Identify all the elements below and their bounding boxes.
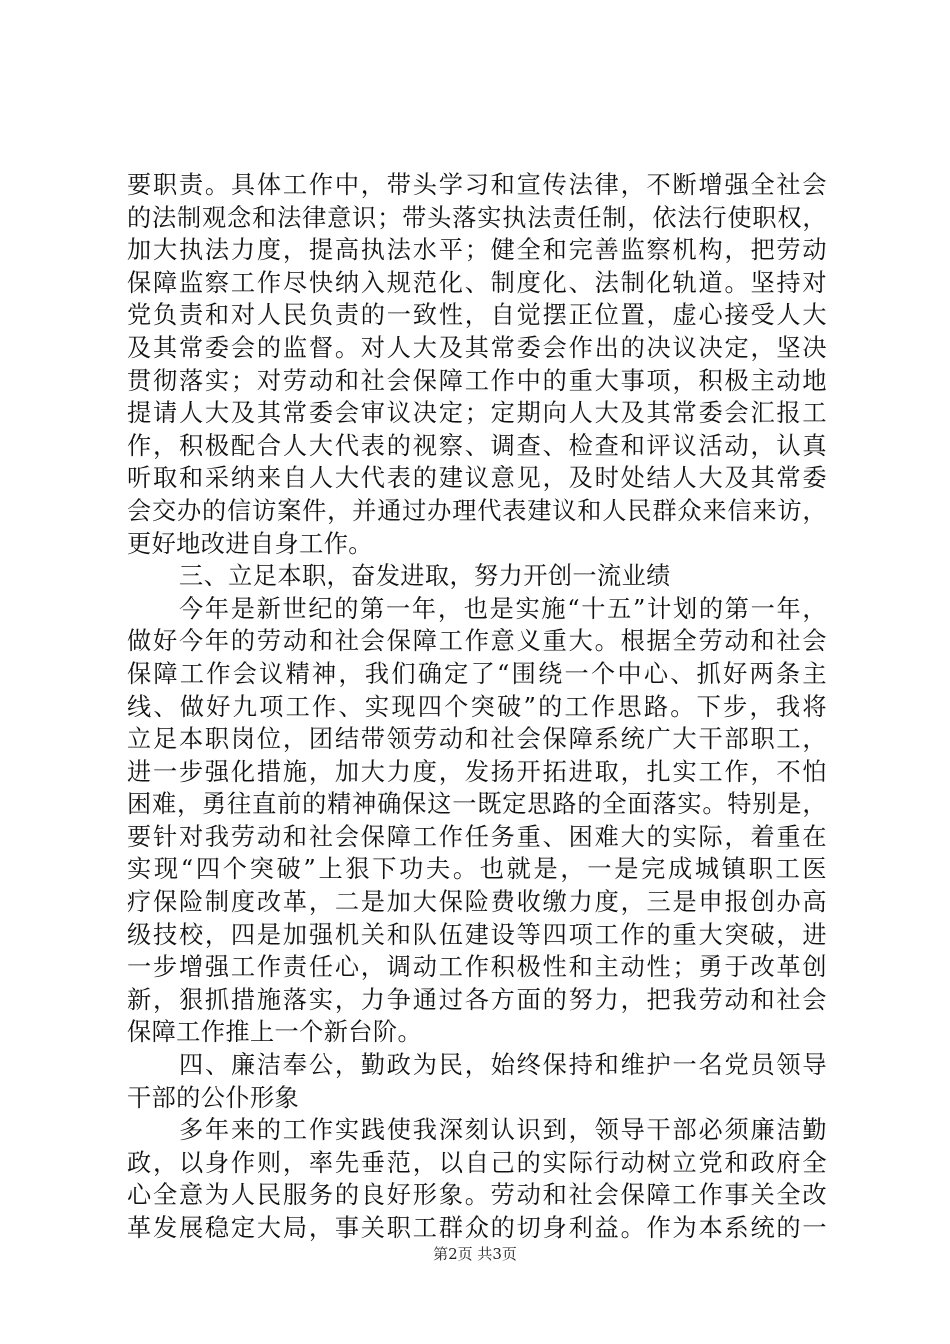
text-line: 会交办的信访案件，并通过办理代表建议和人民群众来信来访， [127, 496, 827, 525]
page-footer: 第2页 共3页 [433, 1245, 517, 1263]
text-line: 四、廉洁奉公，勤政为民，始终保持和维护一名党员领导 [179, 1051, 827, 1080]
text-line: 及其常委会的监督。对人大及其常委会作出的决议决定，坚决 [127, 333, 827, 362]
text-line: 三、立足本职，奋发进取，努力开创一流业绩 [179, 562, 671, 591]
text-line: 贯彻落实；对劳动和社会保障工作中的重大事项，积极主动地 [127, 366, 827, 395]
text-line: 线、做好九项工作、实现四个突破”的工作思路。下步，我将 [127, 692, 827, 721]
text-line: 困难，勇往直前的精神确保这一既定思路的全面落实。特别是， [127, 790, 827, 819]
text-line: 保障监察工作尽快纳入规范化、制度化、法制化轨道。坚持对 [127, 268, 827, 297]
text-line: 的法制观念和法律意识；带头落实执法责任制，依法行使职权， [127, 203, 827, 232]
text-line: 新，狠抓措施落实，力争通过各方面的努力，把我劳动和社会 [127, 985, 827, 1014]
text-line: 级技校，四是加强机关和队伍建设等四项工作的重大突破，进 [127, 920, 827, 949]
text-line: 做好今年的劳动和社会保障工作意义重大。根据全劳动和社会 [127, 627, 827, 656]
text-line: 党负责和对人民负责的一致性，自觉摆正位置，虚心接受人大 [127, 301, 827, 330]
text-line: 听取和采纳来自人大代表的建议意见，及时处结人大及其常委 [127, 464, 827, 493]
document-body [127, 169, 827, 1245]
text-line: 立足本职岗位，团结带领劳动和社会保障系统广大干部职工， [127, 725, 827, 754]
text-line: 一步增强工作责任心，调动工作积极性和主动性；勇于改革创 [127, 953, 827, 982]
text-line: 政，以身作则，率先垂范，以自己的实际行动树立党和政府全 [127, 1148, 827, 1177]
text-line: 作，积极配合人大代表的视察、调查、检查和评议活动，认真 [127, 431, 827, 460]
text-line: 更好地改进自身工作。 [127, 529, 373, 558]
text-line: 要针对我劳动和社会保障工作任务重、困难大的实际，着重在 [127, 822, 827, 851]
text-line: 保障工作会议精神，我们确定了“围绕一个中心、抓好两条主 [127, 659, 827, 688]
text-line: 要职责。具体工作中，带头学习和宣传法律，不断增强全社会 [127, 171, 827, 199]
text-line: 革发展稳定大局，事关职工群众的切身利益。作为本系统的一 [127, 1214, 827, 1242]
text-line: 加大执法力度，提高执法水平；健全和完善监察机构，把劳动 [127, 236, 827, 265]
text-line: 进一步强化措施，加大力度，发扬开拓进取，扎实工作，不怕 [127, 757, 827, 786]
text-line: 多年来的工作实践使我深刻认识到，领导干部必须廉洁勤 [179, 1116, 827, 1145]
text-line: 实现“四个突破”上狠下功夫。也就是，一是完成城镇职工医 [127, 855, 827, 884]
text-line: 提请人大及其常委会审议决定；定期向人大及其常委会汇报工 [127, 399, 827, 428]
text-line: 干部的公仆形象 [127, 1083, 300, 1112]
text-line: 保障工作推上一个新台阶。 [127, 1018, 423, 1047]
text-line: 疗保险制度改革，二是加大保险费收缴力度，三是申报创办高 [127, 888, 827, 917]
text-line: 今年是新世纪的第一年，也是实施“十五”计划的第一年， [179, 594, 827, 623]
text-line: 心全意为人民服务的良好形象。劳动和社会保障工作事关全改 [127, 1181, 827, 1210]
